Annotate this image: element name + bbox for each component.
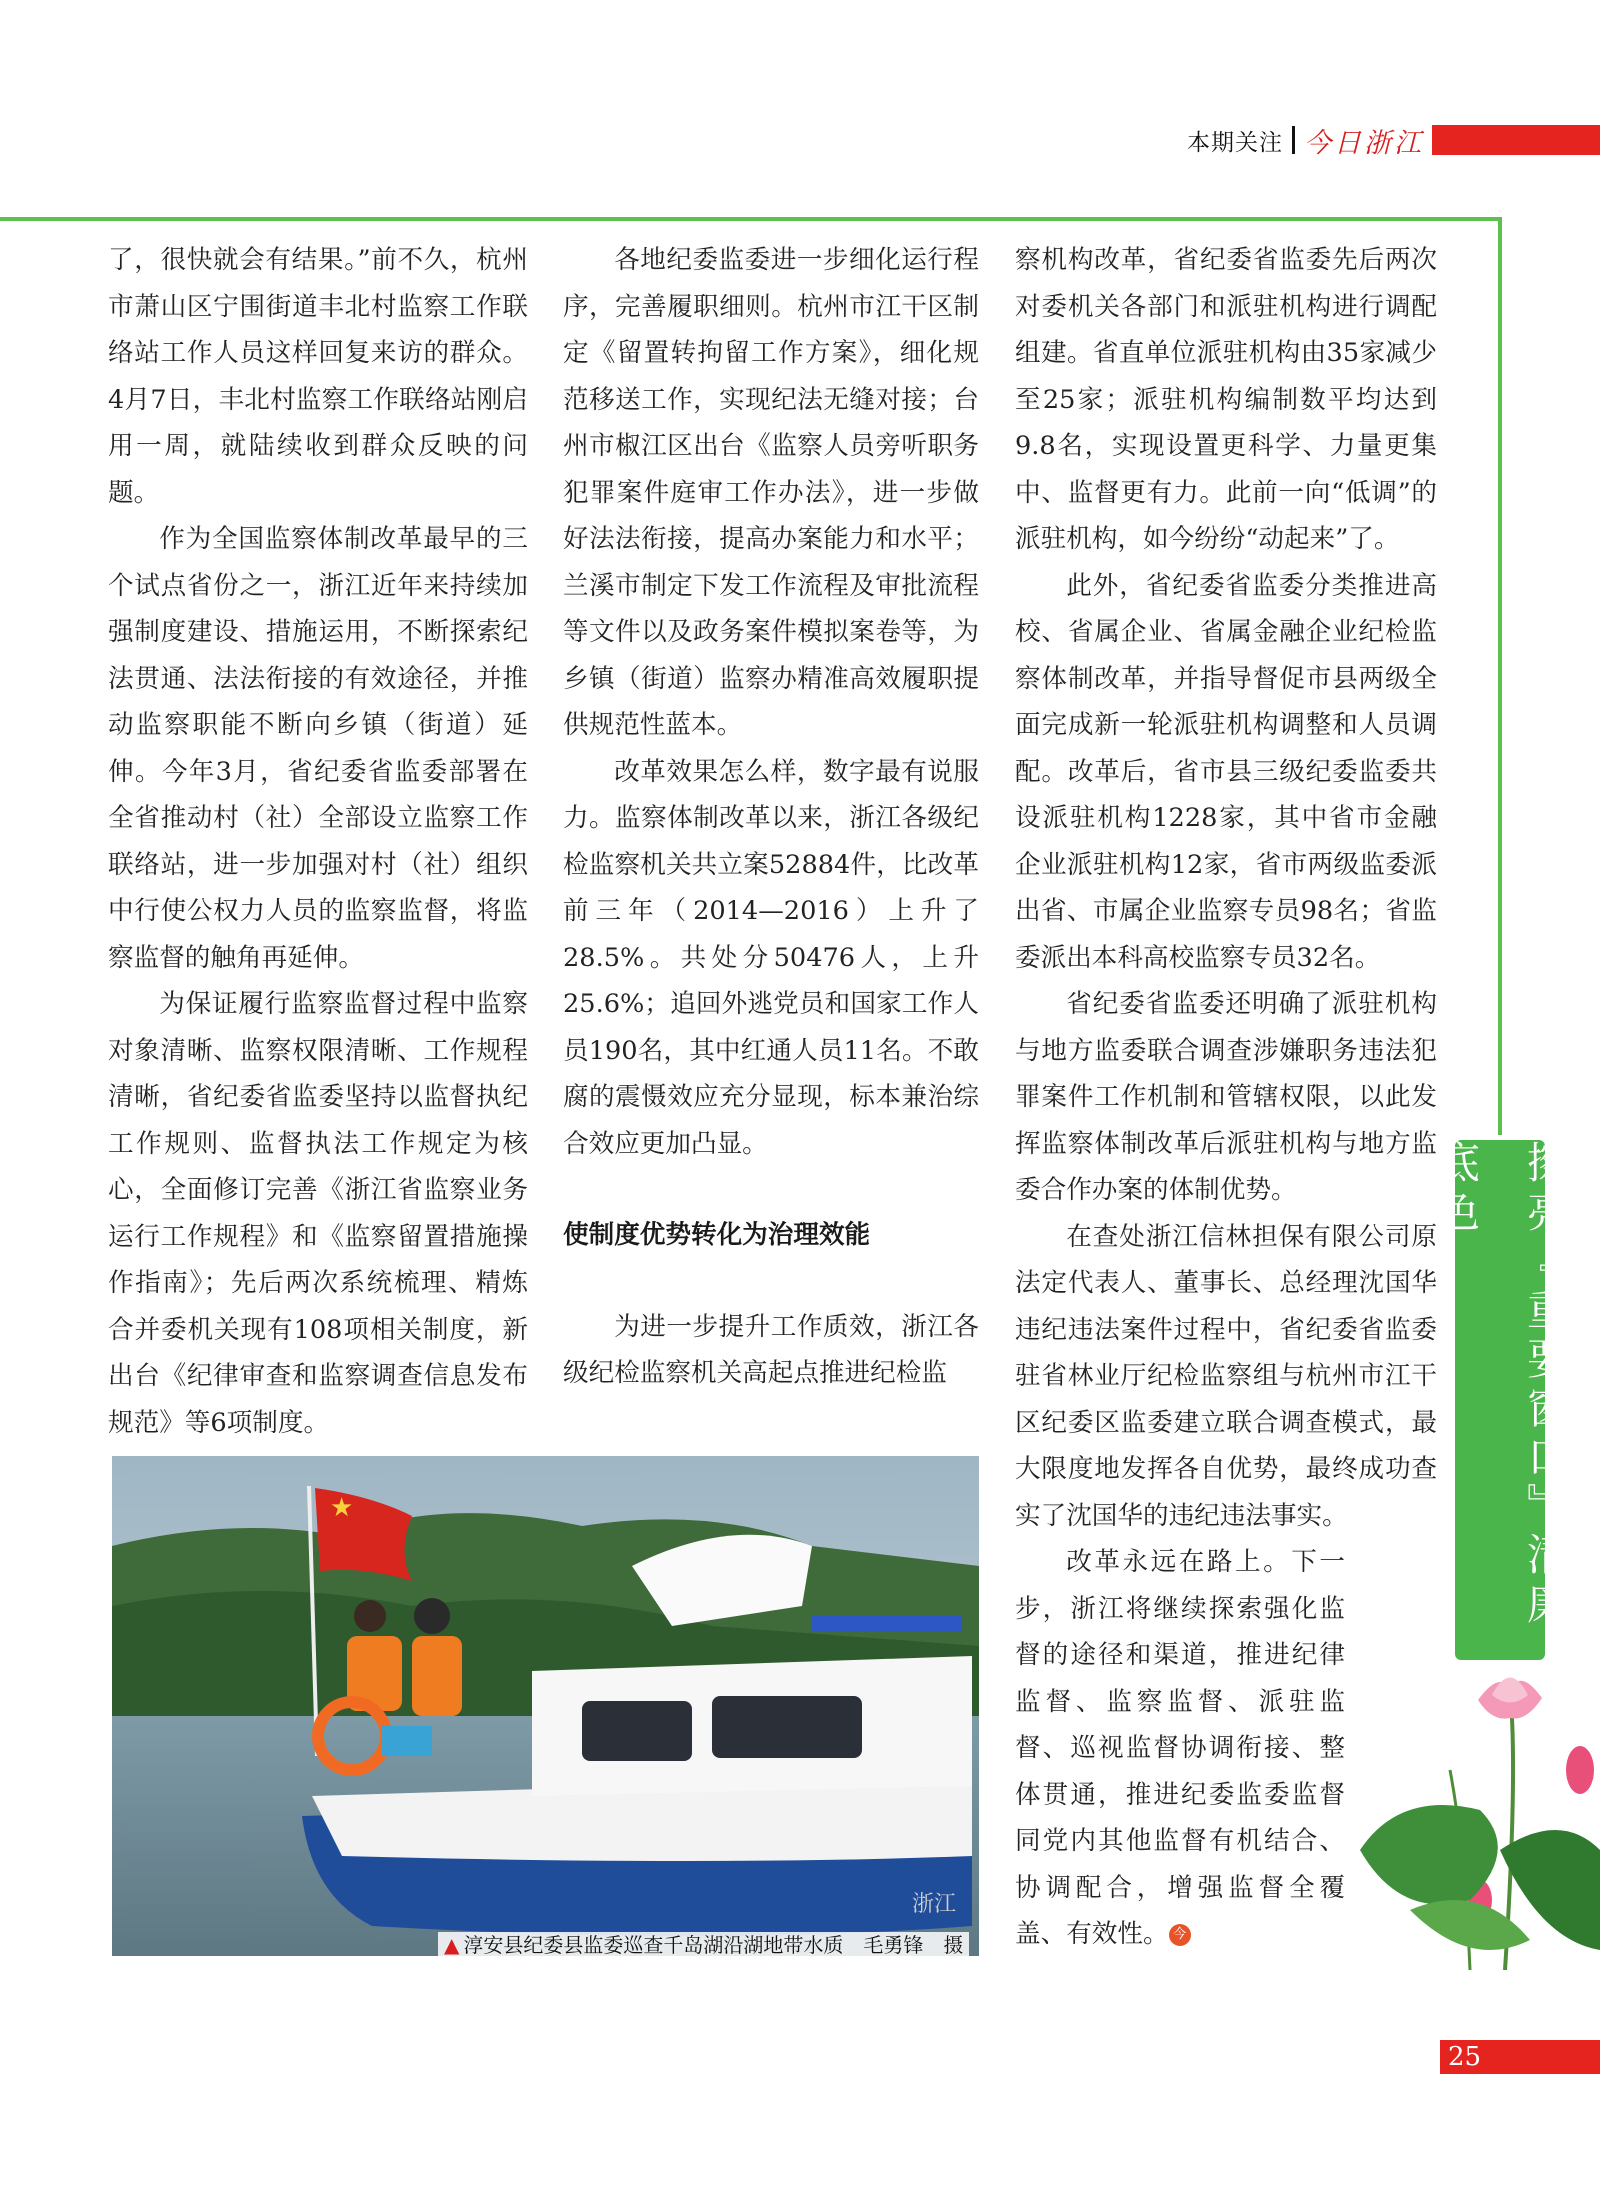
section-subheading: 使制度优势转化为治理效能	[563, 1220, 871, 1250]
paragraph: 作为全国监察体制改革最早的三个试点省份之一，浙江近年来持续加强制度建设、措施运用，不断探索纪法贯通、法法衔接的有效途径，并推动监察职能不断向乡镇（街道）延伸。今年3月，省纪委省监委部署在全省推动村（社）全部设立监察工作联络站，进一步加强对村（社）组织中行使公权力人员的监察监督，将监察监督的触角再延伸。	[108, 524, 528, 973]
boat-hull-text: 浙江	[912, 1892, 957, 1917]
paragraph	[1015, 1539, 1345, 1958]
caption-triangle-icon: ▲	[444, 1933, 460, 1957]
paragraph: 此外，省纪委省监委分类推进高校、省属企业、省属金融企业纪检监察体制改革，并指导督促市县两级全面完成新一轮派驻机构调整和人员调配。改革后，省市县三级纪委监委共设派驻机构1228家，其中省市金融企业派驻机构12家，省市两级监委派出省、市属企业监察专员98名；省监委派出本科高校监察专员32名。	[1015, 570, 1437, 973]
paragraph: 为进一步提升工作质效，浙江各级纪检监察机关高起点推进纪检监	[563, 1311, 979, 1388]
caption-text: 淳安县纪委县监委巡查千岛湖沿湖地带水质 毛勇锋 摄	[463, 1933, 964, 1957]
lotus-decoration-icon	[1330, 1650, 1600, 1970]
paragraph: 为保证履行监察监督过程中监察对象清晰、监察权限清晰、工作规程清晰，省纪委省监委坚持以监督执纪工作规则、监督执法工作规定为核心，全面修订完善《浙江省监察业务运行工作规程》和《监察留置措施操作指南》；先后两次系统梳理、精炼合并委机关现有108项相关制度，新出台《纪律审查和监察调查信息发布规范》等6项制度。	[108, 989, 528, 1438]
text-column-1	[108, 237, 528, 1446]
boat-scene-illustration	[112, 1456, 979, 1956]
side-vertical-title	[1430, 1140, 1570, 1660]
article-photo	[112, 1456, 979, 1956]
magazine-logo: 今日浙江	[1304, 127, 1424, 159]
side-title-text: 擦亮『重要窗口』清廉底色	[1430, 1140, 1570, 1630]
paragraph: 改革效果怎么样，数字最有说服力。监察体制改革以来，浙江各级纪检监察机关共立案52884件，比改革前三年（2014—2016）上升了28.5%。共处分50476人，上升25.6%；追回外逃党员和国家工作人员190名，其中红通人员11名。不敢腐的震慑效应充分显现，标本兼治综合效应更加凸显。	[563, 756, 979, 1159]
page-number: 25	[1448, 2042, 1482, 2072]
section-label: 本期关注	[1187, 129, 1283, 156]
photo-caption	[438, 1932, 969, 1958]
green-frame-top	[0, 217, 1502, 221]
page-header	[1187, 122, 1600, 158]
paragraph: 察机构改革，省纪委省监委先后两次对委机关各部门和派驻机构进行调配组建。省直单位派驻机构由35家减少至25家；派驻机构编制数平均达到9.8名，实现设置更科学、力量更集中、监督更有力。此前一向“低调”的派驻机构，如今纷纷“动起来”了。	[1015, 245, 1437, 554]
green-frame-right	[1498, 217, 1502, 1135]
header-divider	[1292, 126, 1295, 154]
paragraph: 省纪委省监委还明确了派驻机构与地方监委联合调查涉嫌职务违法犯罪案件工作机制和管辖权限，以此发挥监察体制改革后派驻机构与地方监委合作办案的体制优势。	[1015, 989, 1437, 1205]
header-red-bar	[1432, 125, 1600, 155]
text-column-2	[563, 237, 979, 1397]
paragraph: 在查处浙江信林担保有限公司原法定代表人、董事长、总经理沈国华违纪违法案件过程中，省纪委省监委驻省林业厅纪检监察组与杭州市江干区纪委区监委建立联合调查模式，最大限度地发挥各自优势，最终成功查实了沈国华的违纪违法事实。	[1015, 1221, 1437, 1531]
closing-text: 改革永远在路上。下一步，浙江将继续探索强化监督的途径和渠道，推进纪律监督、监察监督、派驻监督、巡视监督协调衔接、整体贯通，推进纪委监委监督同党内其他监督有机结合、协调配合，增强监督全覆盖、有效性。	[1015, 1547, 1345, 1949]
end-mark-icon: 今	[1169, 1924, 1191, 1946]
paragraph: 各地纪委监委进一步细化运行程序，完善履职细则。杭州市江干区制定《留置转拘留工作方案》，细化规范移送工作，实现纪法无缝对接；台州市椒江区出台《监察人员旁听职务犯罪案件庭审工作办法》，进一步做好法法衔接，提高办案能力和水平；兰溪市制定下发工作流程及审批流程等文件以及政务案件模拟案卷等，为乡镇（街道）监察办精准高效履职提供规范性蓝本。	[563, 245, 979, 740]
svg-text:★: ★	[330, 1493, 354, 1523]
paragraph: 了，很快就会有结果。”前不久，杭州市萧山区宁围街道丰北村监察工作联络站工作人员这样回复来访的群众。4月7日，丰北村监察工作联络站刚启用一周，就陆续收到群众反映的问题。	[108, 245, 528, 508]
